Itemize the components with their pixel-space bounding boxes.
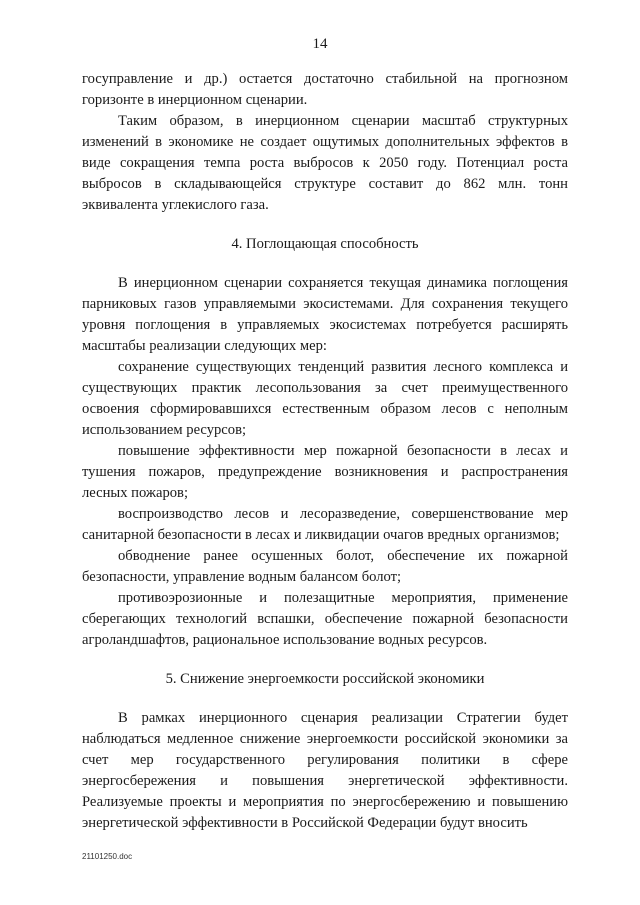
list-item-wetlands: обводнение ранее осушенных болот, обеспечение их пожарной безопасности, управление водным балансом болот; [82, 548, 568, 585]
list-item-anti-erosion: противоэрозионные и полезащитные мероприятия, применение сберегающих технологий вспашки, обеспечение пожарной безопасности агроландшафтов, рациональное использование водных ресурсов. [82, 590, 568, 648]
paragraph-energy-intensity: В рамках инерционного сценария реализации Стратегии будет наблюдаться медленное снижение энергоемкости российской экономики за счет мер государственного регулирования политики в сфере энергосбережения и повышения энергетической эффективности. Реализуемые проекты и мероприятия по энергосбережению и повышению энергетической эффективности в Российской Федерации будут вносить [82, 710, 568, 831]
paragraph-structural-changes: Таким образом, в инерционном сценарии масштаб структурных изменений в экономике не создает ощутимых дополнительных эффектов в виде сокращения темпа роста выбросов к 2050 году. Потенциал роста выбросов в складывающейся структуре составит до 862 млн. тонн эквивалента углекислого газа. [82, 113, 568, 213]
list-item-forest-complex: сохранение существующих тенденций развития лесного комплекса и существующих практик лесопользования за счет преимущественного освоения сформировавшихся естественным образом лесов с неполным использованием ресурсов; [82, 359, 568, 438]
document-body [82, 69, 568, 834]
section-heading-absorption: 4. Поглощающая способность [231, 236, 419, 252]
paragraph-absorption-intro: В инерционном сценарии сохраняется текущая динамика поглощения парниковых газов управляемыми экосистемами. Для сохранения текущего уровня поглощения в управляемых экосистемах потребуется расширять масштабы реализации следующих мер: [82, 275, 568, 354]
page-number: 14 [312, 36, 328, 52]
footer-filename: 21101250.doc [82, 852, 133, 861]
paragraph-continuation: госуправление и др.) остается достаточно стабильной на прогнозном горизонте в инерционном сценарии. [82, 71, 568, 108]
list-item-fire-safety: повышение эффективности мер пожарной безопасности в лесах и тушения пожаров, предупреждение возникновения и распространения лесных пожаров; [82, 443, 568, 501]
list-item-reforestation: воспроизводство лесов и лесоразведение, совершенствование мер санитарной безопасности в лесах и ликвидации очагов вредных организмов; [82, 506, 568, 543]
section-heading-energy-intensity: 5. Снижение энергоемкости российской экономики [165, 671, 485, 687]
